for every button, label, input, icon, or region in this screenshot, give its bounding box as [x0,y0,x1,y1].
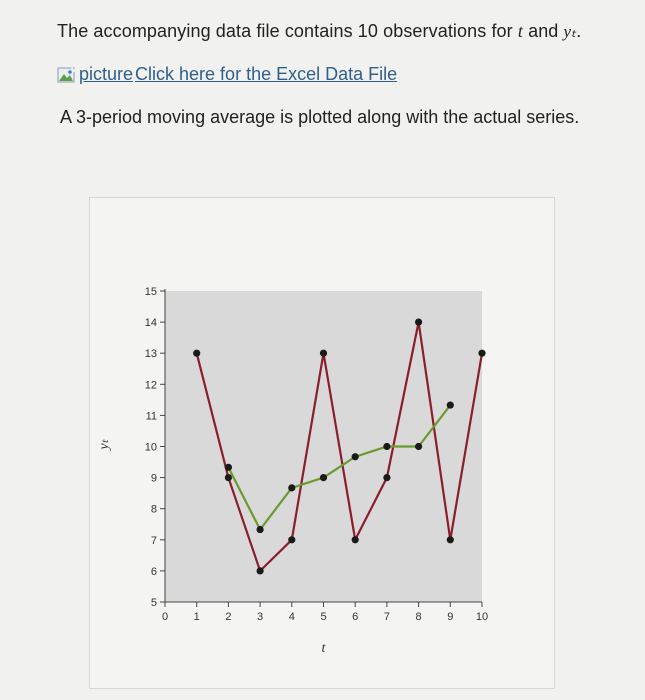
x-tick-label: 0 [161,611,169,623]
actual-data-point [257,567,264,574]
moving_average-data-point [257,526,264,533]
x-tick-label: 3 [257,611,264,623]
moving_average-data-point [225,464,232,471]
y-tick-label: 15 [144,286,157,298]
excel-link-alt: picture [79,64,134,84]
actual-data-point [447,536,454,543]
moving_average-data-point [447,402,454,409]
plot-area [165,291,482,602]
x-tick-label: 6 [352,611,359,623]
y-tick-label: 10 [144,441,157,454]
y-tick-label: 5 [150,597,157,609]
x-axis-title: t [321,641,326,656]
intro-period: . [576,21,582,41]
excel-data-file-link[interactable] [57,64,397,85]
moving_average-data-point [288,484,295,491]
x-tick-label: 1 [193,611,200,623]
moving_average-data-point [383,443,390,450]
moving-average-chart [90,198,556,690]
moving_average-data-point [320,474,327,481]
excel-link-label[interactable]: Click here for the Excel Data File [135,64,398,84]
x-tick-label: 5 [320,611,327,623]
broken-image-icon [57,65,77,85]
x-tick-label: 4 [288,611,295,623]
intro-text [57,21,581,42]
actual-data-point [352,536,359,543]
x-tick-label: 8 [415,611,422,623]
y-tick-label: 13 [144,348,157,361]
y-tick-label: 11 [145,410,157,423]
y-tick-label: 14 [144,317,157,330]
x-tick-label: 2 [225,611,232,623]
y-tick-label: 6 [150,565,157,578]
y-tick-label: 9 [150,472,157,485]
x-tick-label: 7 [383,611,390,623]
moving-average-description: A 3-period moving average is plotted along with the actual series. [60,107,580,127]
y-tick-label: 7 [150,534,157,547]
actual-data-point [478,350,485,357]
y-tick-label: 8 [150,503,157,516]
y-axis-title: yₜ [97,439,112,450]
t-variable: t [517,21,523,41]
y-variable: yₜ [563,22,577,41]
actual-data-point [415,319,422,326]
actual-data-point [288,536,295,543]
actual-data-point [225,474,232,481]
actual-data-point [383,474,390,481]
moving_average-data-point [352,453,359,460]
x-tick-label: 9 [447,611,454,623]
actual-data-point [320,350,327,357]
actual-data-point [193,350,200,357]
y-tick-label: 12 [144,379,157,392]
chart-panel [89,197,555,689]
intro-sentence: The accompanying data file contains 10 observations for [57,21,518,41]
moving_average-data-point [415,443,422,450]
x-tick-label: 10 [475,611,489,623]
intro-and: and [522,21,564,41]
